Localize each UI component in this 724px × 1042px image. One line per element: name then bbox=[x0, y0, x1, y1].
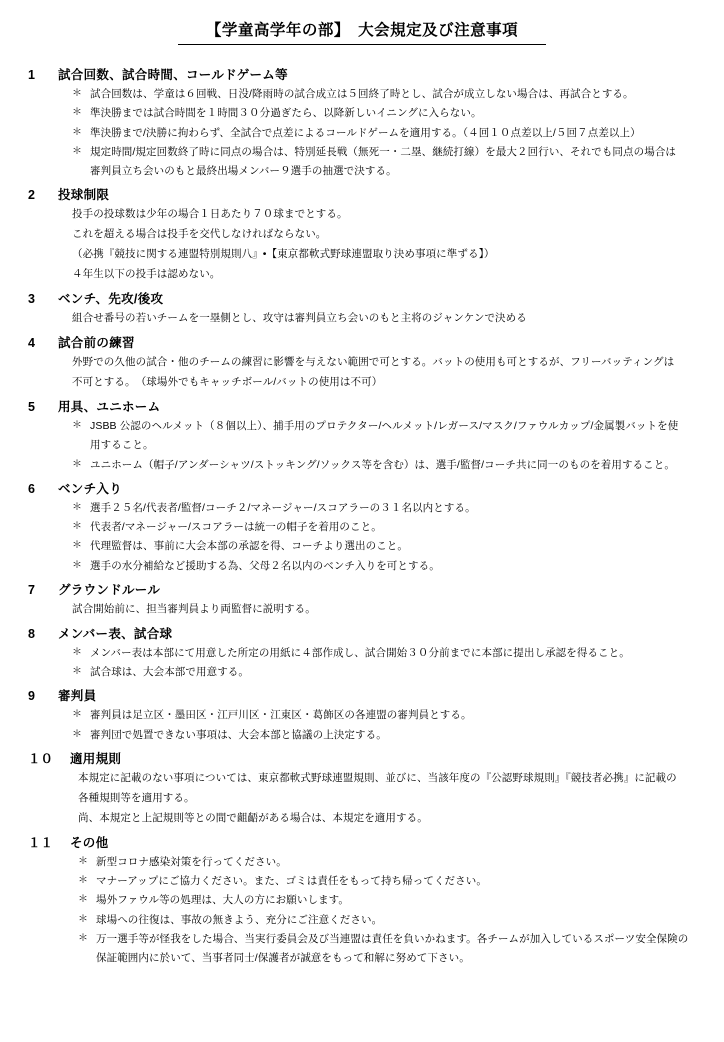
section-title: 適用規則 bbox=[70, 751, 122, 766]
bullet-text: JSBB 公認のヘルメット（８個以上）、捕手用のプロテクター/ヘルメット/レガース/マスク/ファウルカップ/金属製バットを使 bbox=[90, 420, 679, 432]
section-heading bbox=[28, 580, 698, 598]
document-section bbox=[28, 289, 698, 327]
document-section bbox=[28, 749, 698, 827]
bullet-item bbox=[78, 892, 690, 908]
paragraph-line: これを超える場合は投手を交代しなければならない。 bbox=[72, 228, 327, 241]
document-section bbox=[28, 580, 698, 618]
section-title: グラウンドルール bbox=[58, 582, 161, 597]
bullet-item bbox=[72, 519, 690, 535]
bullet-item bbox=[72, 727, 690, 743]
bullet-text: 代理監督は、事前に大会本部の承認を得、コーチより選出のこと。 bbox=[90, 540, 408, 553]
section-body bbox=[28, 86, 698, 179]
section-title: 審判員 bbox=[58, 689, 97, 704]
bullet-item bbox=[72, 418, 690, 434]
section-body bbox=[28, 707, 698, 743]
section-heading bbox=[28, 397, 698, 415]
section-number: 1 bbox=[28, 68, 35, 82]
document-section bbox=[28, 833, 698, 967]
document-section bbox=[28, 333, 698, 391]
asterisk-bullet-icon: ＊ bbox=[72, 521, 82, 533]
section-number: 7 bbox=[28, 582, 35, 597]
asterisk-bullet-icon: ＊ bbox=[78, 913, 88, 925]
asterisk-bullet-icon: ＊ bbox=[72, 646, 82, 658]
section-number: 4 bbox=[28, 336, 35, 351]
section-heading bbox=[28, 333, 698, 351]
section-heading bbox=[28, 686, 698, 704]
section-body bbox=[28, 207, 698, 283]
bullet-text: 選手２５名/代表者/監督/コーチ２/マネージャー/スコアラーの３１名以内とする。 bbox=[90, 501, 476, 514]
bullet-text: 規定時間/規定回数終了時に同点の場合は、特別延長戦（無死一・二塁、継続打線）を最大２回行い、それでも同点の場合は bbox=[90, 145, 677, 158]
bullet-item bbox=[78, 931, 690, 947]
section-number: 3 bbox=[28, 292, 35, 307]
bullet-text: 審判団で処置できない事項は、大会本部と協議の上決定する。 bbox=[90, 728, 387, 741]
bullet-item bbox=[72, 664, 690, 680]
asterisk-bullet-icon: ＊ bbox=[72, 559, 82, 571]
bullet-text: 新型コロナ感染対策を行ってください。 bbox=[96, 855, 287, 868]
paragraph-line: 尚、本規定と上記規則等との間で齟齬がある場合は、本規定を適用する。 bbox=[78, 811, 428, 824]
asterisk-bullet-icon: ＊ bbox=[72, 126, 82, 138]
bullet-text: 選手の水分補給など援助する為、父母２名以内のベンチ入りを可とする。 bbox=[90, 559, 440, 572]
bullet-item bbox=[72, 707, 690, 723]
bullet-text: 試合回数は、学童は６回戦、日没/降雨時の試合成立は５回終了時とし、試合が成立しない場合は、再試合とする。 bbox=[90, 88, 634, 100]
section-heading bbox=[28, 289, 698, 307]
paragraph-line: 試合開始前に、担当審判員より両監督に説明する。 bbox=[72, 602, 316, 615]
paragraph-line: （必携『競技に関する連盟特別規則八』•【東京都軟式野球連盟取り決め事項に準ずる】） bbox=[72, 248, 495, 261]
bullet-item bbox=[72, 558, 690, 574]
bullet-item bbox=[72, 538, 690, 554]
section-number: 8 bbox=[28, 626, 35, 641]
page-title: 【学童高学年の部】 大会規定及び注意事項 bbox=[205, 22, 519, 39]
bullet-item bbox=[72, 86, 690, 102]
paragraph-line: 組合せ番号の若いチームを一塁側とし、攻守は審判員立ち会いのもと主将のジャンケンで決める bbox=[72, 312, 527, 325]
section-body bbox=[28, 854, 698, 967]
section-body bbox=[28, 418, 698, 473]
asterisk-bullet-icon: ＊ bbox=[72, 107, 82, 119]
continuation-line: 保証範囲内に於いて、当事者同士/保護者が誠意をもって和解に努めて下さい。 bbox=[96, 952, 470, 965]
section-title: 投球制限 bbox=[58, 188, 110, 203]
paragraph-line: 投手の投球数は少年の場合１日あたり７０球までとする。 bbox=[72, 208, 348, 221]
paragraph-line: 各種規則等を適用する。 bbox=[78, 791, 195, 804]
section-heading bbox=[28, 624, 698, 642]
asterisk-bullet-icon: ＊ bbox=[72, 501, 82, 513]
section-number: 5 bbox=[28, 400, 35, 414]
section-body bbox=[28, 311, 698, 327]
document-body bbox=[0, 45, 724, 966]
bullet-item bbox=[78, 912, 690, 928]
bullet-item bbox=[72, 457, 690, 473]
document-section bbox=[28, 624, 698, 681]
section-title: ベンチ入り bbox=[58, 481, 123, 496]
section-body bbox=[28, 645, 698, 681]
bullet-item bbox=[72, 144, 690, 160]
paragraph-line: 外野での久他の試合・他のチームの練習に影響を与えない範囲で可とする。バットの使用も可とするが、フリーバッティングは bbox=[72, 356, 675, 369]
section-heading bbox=[28, 185, 698, 203]
document-section bbox=[28, 479, 698, 574]
asterisk-bullet-icon: ＊ bbox=[78, 855, 88, 867]
paragraph-line: 本規定に記載のない事項については、東京都軟式野球連盟規則、並びに、当該年度の『公認野球規則』『競技者必携』に記載の bbox=[78, 771, 677, 784]
section-number: 9 bbox=[28, 689, 35, 704]
section-number: 6 bbox=[28, 481, 35, 496]
asterisk-bullet-icon: ＊ bbox=[78, 932, 88, 944]
document-section bbox=[28, 397, 698, 473]
continuation-line: 用すること。 bbox=[90, 439, 154, 452]
section-heading bbox=[28, 479, 698, 497]
section-number: 2 bbox=[28, 188, 35, 203]
bullet-text: 球場への往復は、事故の無きよう、充分にご注意ください。 bbox=[96, 913, 383, 926]
bullet-text: 万一選手等が怪我をした場合、当実行委員会及び当連盟は責任を負いかねます。各チームが加入しているスポーツ安全保険の bbox=[96, 932, 689, 945]
section-title: 試合前の練習 bbox=[58, 336, 135, 351]
section-number: １１ bbox=[28, 835, 54, 850]
bullet-text: 審判員は足立区・墨田区・江戸川区・江東区・葛飾区の各連盟の審判員とする。 bbox=[90, 709, 472, 722]
asterisk-bullet-icon: ＊ bbox=[78, 875, 88, 886]
continuation-line: 審判員立ち会いのもと最終出場メンバー９選手の抽選で決する。 bbox=[90, 165, 397, 178]
section-number: １０ bbox=[28, 751, 54, 766]
bullet-text: 代表者/マネージャー/スコアラーは統一の帽子を着用のこと。 bbox=[90, 521, 382, 534]
asterisk-bullet-icon: ＊ bbox=[72, 420, 82, 431]
section-body bbox=[28, 602, 698, 618]
bullet-text: マナーアップにご協力ください。また、ゴミは責任をもって持ち帰ってください。 bbox=[96, 875, 487, 887]
bullet-text: メンバー表は本部にて用意した所定の用紙に４部作成し、試合開始３０分前までに本部に提出し承認を得ること。 bbox=[90, 646, 630, 659]
document-section bbox=[28, 185, 698, 283]
bullet-item bbox=[72, 500, 690, 516]
bullet-text: ユニホーム（帽子/アンダーシャツ/ストッキング/ソックス等を含む）は、選手/監督/コーチ共に同一のものを着用すること。 bbox=[90, 458, 675, 471]
asterisk-bullet-icon: ＊ bbox=[72, 666, 82, 678]
bullet-item bbox=[72, 125, 690, 141]
section-title: ベンチ、先攻/後攻 bbox=[58, 292, 164, 307]
section-title: メンバー表、試合球 bbox=[58, 626, 173, 641]
section-title: 用具、ユニホーム bbox=[58, 400, 161, 414]
document-section bbox=[28, 686, 698, 743]
asterisk-bullet-icon: ＊ bbox=[72, 88, 82, 99]
asterisk-bullet-icon: ＊ bbox=[72, 458, 82, 470]
asterisk-bullet-icon: ＊ bbox=[72, 728, 82, 740]
bullet-item bbox=[72, 105, 690, 121]
section-heading bbox=[28, 65, 698, 83]
bullet-item bbox=[72, 645, 690, 661]
bullet-text: 準決勝まで/決勝に拘わらず、全試合で点差によるコールドゲームを適用する。（４回１０点差以上/５回７点差以上） bbox=[90, 126, 641, 139]
asterisk-bullet-icon: ＊ bbox=[72, 540, 82, 552]
section-title: その他 bbox=[70, 835, 109, 850]
paragraph-line: ４年生以下の投手は認めない。 bbox=[72, 268, 221, 281]
section-title: 試合回数、試合時間、コールドゲーム等 bbox=[58, 68, 288, 82]
section-body bbox=[28, 500, 698, 574]
section-heading bbox=[28, 833, 698, 851]
section-body bbox=[28, 355, 698, 391]
paragraph-line: 不可とする。 （球場外でもキャッチボール/バットの使用は不可） bbox=[72, 376, 383, 389]
bullet-text: 場外ファウル等の処理は、大人の方にお願いします。 bbox=[96, 894, 350, 907]
section-body bbox=[28, 771, 698, 827]
section-heading bbox=[28, 749, 698, 767]
bullet-item bbox=[78, 854, 690, 870]
bullet-item bbox=[78, 873, 690, 889]
asterisk-bullet-icon: ＊ bbox=[78, 894, 88, 906]
asterisk-bullet-icon: ＊ bbox=[72, 145, 82, 157]
document-section bbox=[28, 65, 698, 179]
bullet-text: 試合球は、大会本部で用意する。 bbox=[90, 666, 249, 679]
document-page bbox=[0, 18, 724, 1042]
asterisk-bullet-icon: ＊ bbox=[72, 709, 82, 721]
bullet-text: 準決勝までは試合時間を１時間３０分過ぎたら、以降新しいイニングに入らない。 bbox=[90, 107, 482, 120]
